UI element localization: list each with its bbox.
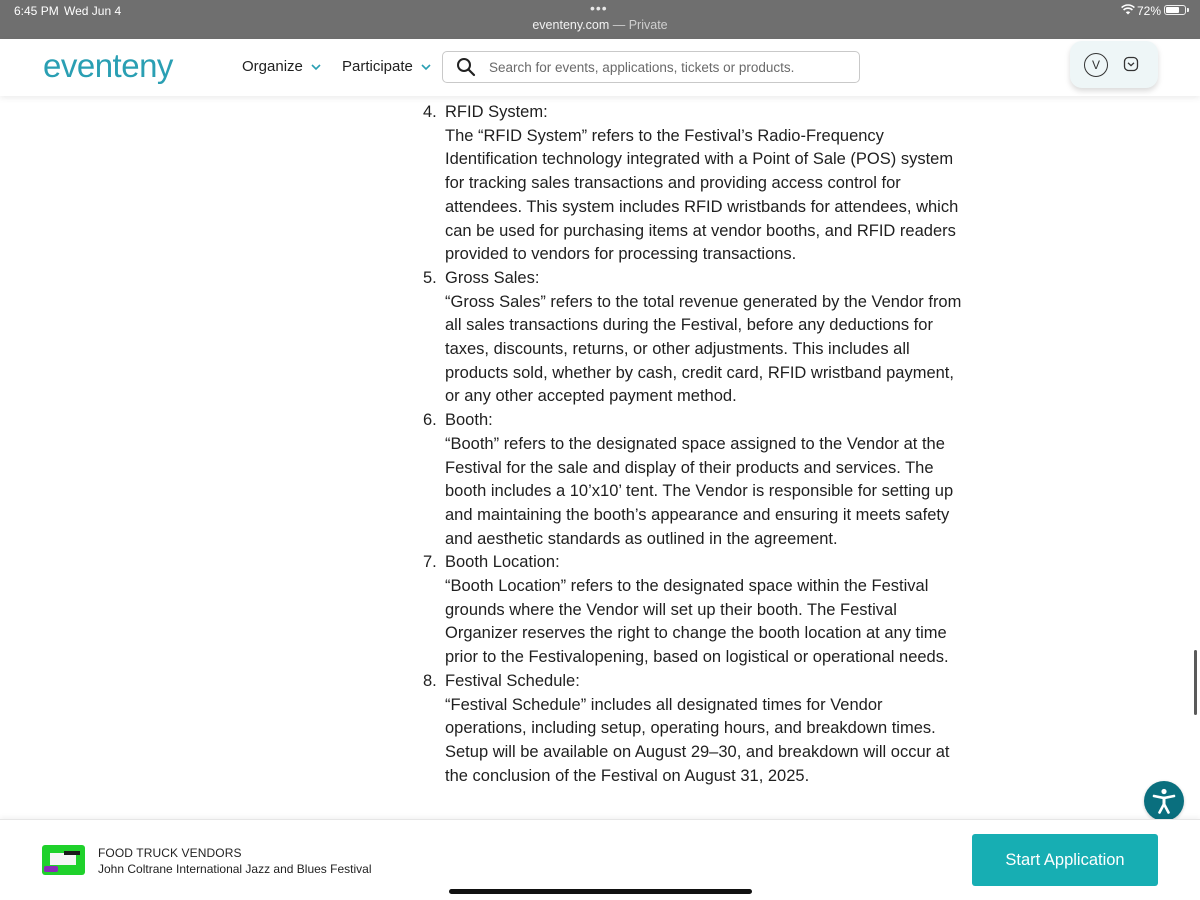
term-text: The “RFID System” refers to the Festival’s Radio-Frequency Identification technology integrated with a Point of Sale (POS) system for tracking sales transactions and providing access control for attendees. This system includes RFID wristbands for attendees, which can be used for purchasing items at vendor booths, and RFID readers provided to vendors for processing transactions.	[445, 126, 959, 264]
search-icon	[456, 57, 476, 77]
nav-organize-label: Organize	[242, 58, 303, 75]
wifi-icon	[1121, 4, 1135, 15]
terms-list	[423, 101, 968, 788]
address-bar[interactable]	[0, 18, 1200, 32]
main-content	[0, 96, 1200, 819]
chevron-down-circle-icon[interactable]	[1123, 56, 1139, 72]
term-item	[423, 551, 968, 670]
search-box[interactable]	[442, 51, 860, 83]
nav-participate-label: Participate	[342, 58, 413, 75]
multitasking-dots-icon[interactable]: •••	[590, 0, 608, 16]
term-item	[423, 101, 968, 267]
term-number: 4.	[423, 103, 437, 121]
status-time: 6:45 PM	[14, 4, 59, 18]
term-number: 5.	[423, 268, 437, 287]
status-bar	[0, 0, 1200, 39]
term-number: 6.	[423, 411, 437, 430]
term-text: “Festival Schedule” includes all designated times for Vendor operations, including setup, operating hours, and breakdown times. Setup will be available on August 29–30, and breakdown will occur at the conclusion of the Festival on August 31, 2025.	[445, 695, 950, 785]
avatar[interactable]: V	[1084, 53, 1108, 77]
product-title: FOOD TRUCK VENDORS	[98, 846, 242, 860]
nav-organize[interactable]	[242, 58, 322, 75]
term-text: “Booth Location” refers to the designated space within the Festival grounds where the Vendor will set up their booth. The Festival Organizer reserves the right to change the booth location at any time prior to the Festivalopening, based on logistical or operational needs.	[445, 577, 949, 667]
status-date: Wed Jun 4	[64, 4, 122, 18]
term-title: Booth:	[445, 411, 493, 430]
event-thumbnail	[42, 845, 85, 875]
eventeny-logo[interactable]: eventeny	[43, 47, 173, 84]
term-item	[423, 409, 968, 551]
start-application-button[interactable]: Start Application	[972, 834, 1158, 886]
term-number: 8.	[423, 671, 437, 690]
accessibility-icon	[1148, 785, 1180, 817]
chevron-down-icon	[310, 61, 322, 73]
private-mode-label: — Private	[612, 18, 668, 32]
chevron-down-icon	[420, 61, 432, 73]
term-text: “Gross Sales” refers to the total revenue generated by the Vendor from all sales transactions during the Festival, before any deductions for taxes, discounts, returns, or other adjustments. This includes all products sold, whether by cash, credit card, RFID wristband payment, or any other accepted payment method.	[445, 292, 962, 406]
event-name: John Coltrane International Jazz and Blues Festival	[98, 862, 372, 876]
term-title: Festival Schedule:	[445, 671, 580, 690]
nav-participate[interactable]	[342, 58, 432, 75]
term-item	[423, 267, 968, 409]
battery-percent: 72%	[1137, 4, 1162, 18]
home-indicator[interactable]	[449, 889, 752, 894]
term-title: Booth Location:	[445, 553, 560, 572]
term-title: RFID System:	[445, 103, 548, 121]
battery-icon	[1164, 5, 1186, 15]
application-bar	[0, 819, 1200, 900]
url-text: eventeny.com	[532, 18, 610, 32]
site-header	[0, 39, 1200, 96]
search-input[interactable]	[489, 56, 849, 78]
term-title: Gross Sales:	[445, 268, 540, 287]
term-number: 7.	[423, 553, 437, 572]
accessibility-button[interactable]	[1144, 781, 1184, 821]
user-menu[interactable]	[1070, 41, 1158, 88]
page-scrollbar[interactable]	[1194, 650, 1197, 715]
term-item	[423, 670, 968, 789]
term-text: “Booth” refers to the designated space assigned to the Vendor at the Festival for the sale and display of their products and services. The booth includes a 10’x10’ tent. The Vendor is responsible for setting up and maintaining the booth’s appearance and ensuring it meets safety and aesthetic standards as outlined in the agreement.	[445, 434, 954, 548]
